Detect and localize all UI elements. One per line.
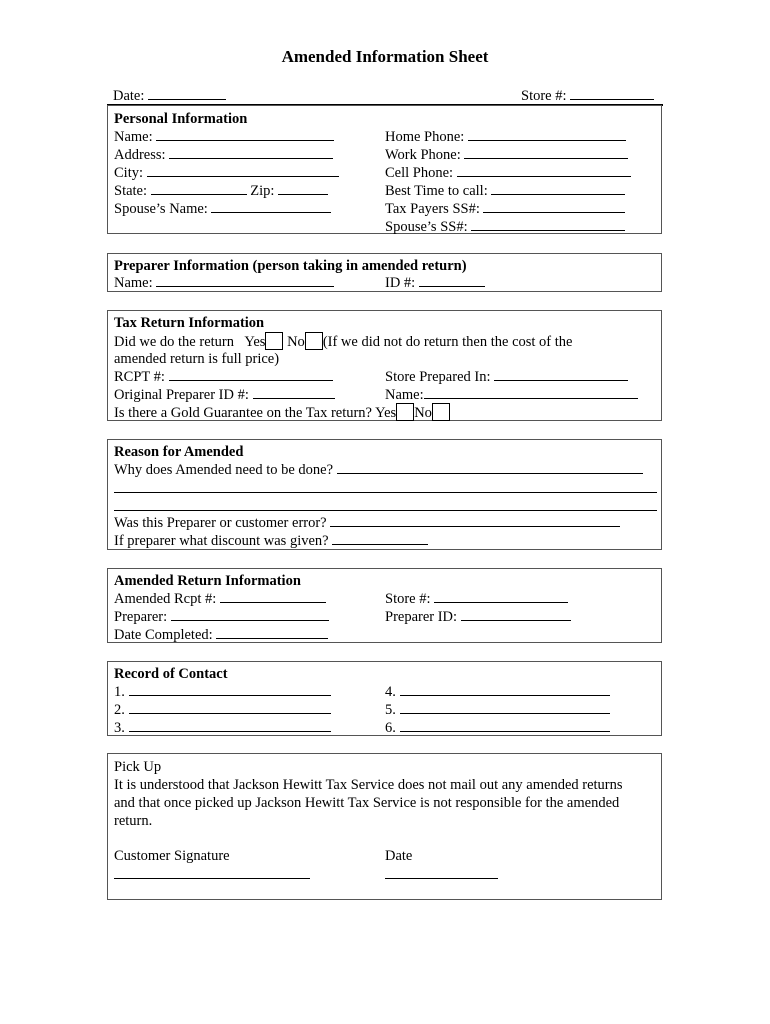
contact-number: 2. bbox=[114, 702, 125, 718]
amended-rcpt-field[interactable] bbox=[114, 590, 326, 608]
amended-preparer-field[interactable] bbox=[114, 608, 329, 626]
amended-preparer-label: Preparer: bbox=[114, 609, 168, 625]
cell-phone-field[interactable] bbox=[385, 164, 631, 182]
amended-preparer-id-blank[interactable] bbox=[461, 608, 571, 621]
home-phone-field[interactable] bbox=[385, 128, 626, 146]
signature-line[interactable] bbox=[114, 878, 310, 879]
contact-blank[interactable] bbox=[400, 683, 610, 696]
reason-heading: Reason for Amended bbox=[114, 444, 244, 460]
preparer-name-field[interactable] bbox=[114, 274, 334, 292]
signature-date-label: Date bbox=[385, 848, 413, 864]
amended-store-blank[interactable] bbox=[434, 590, 568, 603]
spouse-name-label: Spouse’s Name: bbox=[114, 201, 208, 217]
address-blank[interactable] bbox=[169, 146, 333, 159]
contact-blank[interactable] bbox=[129, 719, 331, 732]
amended-rcpt-label: Amended Rcpt #: bbox=[114, 591, 217, 607]
contact-item[interactable] bbox=[385, 683, 610, 701]
tax-payers-ss-label: Tax Payers SS#: bbox=[385, 201, 480, 217]
pickup-text: It is understood that Jackson Hewitt Tax Service does not mail out any amended returns bbox=[114, 777, 623, 793]
signature-label: Customer Signature bbox=[114, 848, 230, 864]
yes-label: Yes bbox=[244, 334, 266, 350]
contact-item[interactable] bbox=[385, 719, 610, 737]
date-completed-blank[interactable] bbox=[216, 626, 328, 639]
spouse-ss-blank[interactable] bbox=[471, 218, 625, 231]
why-blank[interactable] bbox=[337, 461, 643, 474]
date-label: Date: bbox=[113, 88, 145, 104]
spouse-name-field[interactable] bbox=[114, 200, 331, 218]
store-prepared-field[interactable] bbox=[385, 368, 628, 386]
address-label: Address: bbox=[114, 147, 166, 163]
rcpt-blank[interactable] bbox=[169, 368, 333, 381]
store-prepared-label: Store Prepared In: bbox=[385, 369, 491, 385]
contact-item[interactable] bbox=[385, 701, 610, 719]
why-label: Why does Amended need to be done? bbox=[114, 462, 334, 478]
name-blank[interactable] bbox=[156, 128, 334, 141]
preparer-section bbox=[107, 253, 662, 292]
gold-no-checkbox[interactable] bbox=[432, 403, 450, 421]
contact-section bbox=[107, 661, 662, 736]
discount-field[interactable] bbox=[114, 532, 428, 550]
city-label: City: bbox=[114, 165, 144, 181]
why-line-2[interactable] bbox=[114, 492, 657, 493]
no-label: No bbox=[287, 334, 305, 350]
state-field[interactable] bbox=[114, 182, 328, 200]
contact-number: 4. bbox=[385, 684, 396, 700]
best-time-blank[interactable] bbox=[491, 182, 625, 195]
name-field[interactable] bbox=[114, 128, 334, 146]
amended-preparer-id-field[interactable] bbox=[385, 608, 571, 626]
zip-label: Zip: bbox=[250, 183, 275, 199]
signature-date-line[interactable] bbox=[385, 878, 498, 879]
preparer-heading: Preparer Information (person taking in amended return) bbox=[114, 258, 467, 274]
amended-store-label: Store #: bbox=[385, 591, 431, 607]
contact-blank[interactable] bbox=[400, 719, 610, 732]
amended-store-field[interactable] bbox=[385, 590, 568, 608]
preparer-id-blank[interactable] bbox=[419, 274, 485, 287]
best-time-label: Best Time to call: bbox=[385, 183, 488, 199]
pickup-text: return. bbox=[114, 813, 153, 829]
contact-item[interactable] bbox=[114, 701, 331, 719]
tax-name-field[interactable] bbox=[385, 386, 638, 404]
contact-blank[interactable] bbox=[129, 701, 331, 714]
gold-row bbox=[114, 403, 450, 422]
error-blank[interactable] bbox=[330, 514, 620, 527]
page-title: Amended Information Sheet bbox=[281, 47, 489, 66]
date-blank[interactable] bbox=[148, 87, 226, 100]
pickup-text: and that once picked up Jackson Hewitt Tax Service is not responsible for the amended bbox=[114, 795, 620, 811]
preparer-id-label: ID #: bbox=[385, 275, 416, 291]
discount-blank[interactable] bbox=[332, 532, 428, 545]
work-phone-label: Work Phone: bbox=[385, 147, 461, 163]
preparer-name-blank[interactable] bbox=[156, 274, 334, 287]
preparer-name-label: Name: bbox=[114, 275, 153, 291]
preparer-id-field[interactable] bbox=[385, 274, 485, 292]
city-field[interactable] bbox=[114, 164, 339, 182]
pickup-section bbox=[107, 753, 662, 900]
yes-checkbox[interactable] bbox=[265, 332, 283, 350]
orig-preparer-field[interactable] bbox=[114, 386, 335, 404]
cost-note: (If we did not do return then the cost of the bbox=[322, 334, 573, 350]
personal-heading: Personal Information bbox=[114, 111, 248, 127]
reason-section bbox=[107, 439, 662, 550]
tax-return-heading: Tax Return Information bbox=[114, 315, 265, 331]
name-label: Name: bbox=[114, 129, 153, 145]
state-blank[interactable] bbox=[151, 182, 247, 195]
home-phone-blank[interactable] bbox=[468, 128, 626, 141]
error-field[interactable] bbox=[114, 514, 620, 532]
tax-name-blank[interactable] bbox=[424, 386, 638, 399]
contact-number: 5. bbox=[385, 702, 396, 718]
store-label: Store #: bbox=[521, 88, 567, 104]
cell-phone-label: Cell Phone: bbox=[385, 165, 454, 181]
contact-item[interactable] bbox=[114, 719, 331, 737]
rcpt-label: RCPT #: bbox=[114, 369, 165, 385]
contact-blank[interactable] bbox=[129, 683, 331, 696]
gold-yes-checkbox[interactable] bbox=[396, 403, 414, 421]
best-time-field[interactable] bbox=[385, 182, 625, 200]
cost-note-cont: amended return is full price) bbox=[114, 351, 280, 367]
address-field[interactable] bbox=[114, 146, 333, 164]
home-phone-label: Home Phone: bbox=[385, 129, 465, 145]
personal-section bbox=[107, 105, 662, 234]
pickup-heading: Pick Up bbox=[114, 759, 162, 775]
amended-preparer-blank[interactable] bbox=[171, 608, 329, 621]
contact-item[interactable] bbox=[114, 683, 331, 701]
tax-name-label: Name: bbox=[385, 387, 424, 403]
city-blank[interactable] bbox=[147, 164, 339, 177]
contact-number: 1. bbox=[114, 684, 125, 700]
contact-blank[interactable] bbox=[400, 701, 610, 714]
why-line-3[interactable] bbox=[114, 510, 657, 511]
no-checkbox[interactable] bbox=[305, 332, 323, 350]
tax-payers-ss-blank[interactable] bbox=[483, 200, 625, 213]
error-label: Was this Preparer or customer error? bbox=[114, 515, 327, 531]
amended-section bbox=[107, 568, 662, 643]
orig-preparer-label: Original Preparer ID #: bbox=[114, 387, 249, 403]
gold-yes-label: Yes bbox=[375, 405, 397, 421]
discount-label: If preparer what discount was given? bbox=[114, 533, 329, 549]
spouse-name-blank[interactable] bbox=[211, 200, 331, 213]
spouse-ss-label: Spouse’s SS#: bbox=[385, 219, 468, 235]
gold-no-label: No bbox=[414, 405, 432, 421]
tax-return-section bbox=[107, 310, 662, 421]
store-field[interactable] bbox=[521, 87, 654, 105]
cell-phone-blank[interactable] bbox=[457, 164, 631, 177]
rcpt-field[interactable] bbox=[114, 368, 333, 386]
amended-rcpt-blank[interactable] bbox=[220, 590, 326, 603]
why-field[interactable] bbox=[114, 461, 643, 479]
did-we-row bbox=[114, 332, 572, 351]
contact-heading: Record of Contact bbox=[114, 666, 228, 682]
did-we-label: Did we do the return bbox=[114, 334, 234, 350]
amended-heading: Amended Return Information bbox=[114, 573, 301, 589]
date-completed-label: Date Completed: bbox=[114, 627, 213, 643]
work-phone-field[interactable] bbox=[385, 146, 628, 164]
zip-blank[interactable] bbox=[278, 182, 328, 195]
tax-payers-ss-field[interactable] bbox=[385, 200, 625, 218]
contact-number: 3. bbox=[114, 720, 125, 736]
store-blank[interactable] bbox=[570, 87, 654, 100]
date-completed-field[interactable] bbox=[114, 626, 328, 644]
work-phone-blank[interactable] bbox=[464, 146, 628, 159]
date-field[interactable] bbox=[113, 87, 226, 105]
spouse-ss-field[interactable] bbox=[385, 218, 625, 236]
gold-question: Is there a Gold Guarantee on the Tax return? bbox=[114, 405, 372, 421]
store-prepared-blank[interactable] bbox=[494, 368, 628, 381]
orig-preparer-blank[interactable] bbox=[253, 386, 335, 399]
state-label: State: bbox=[114, 183, 148, 199]
amended-preparer-id-label: Preparer ID: bbox=[385, 609, 458, 625]
contact-number: 6. bbox=[385, 720, 396, 736]
